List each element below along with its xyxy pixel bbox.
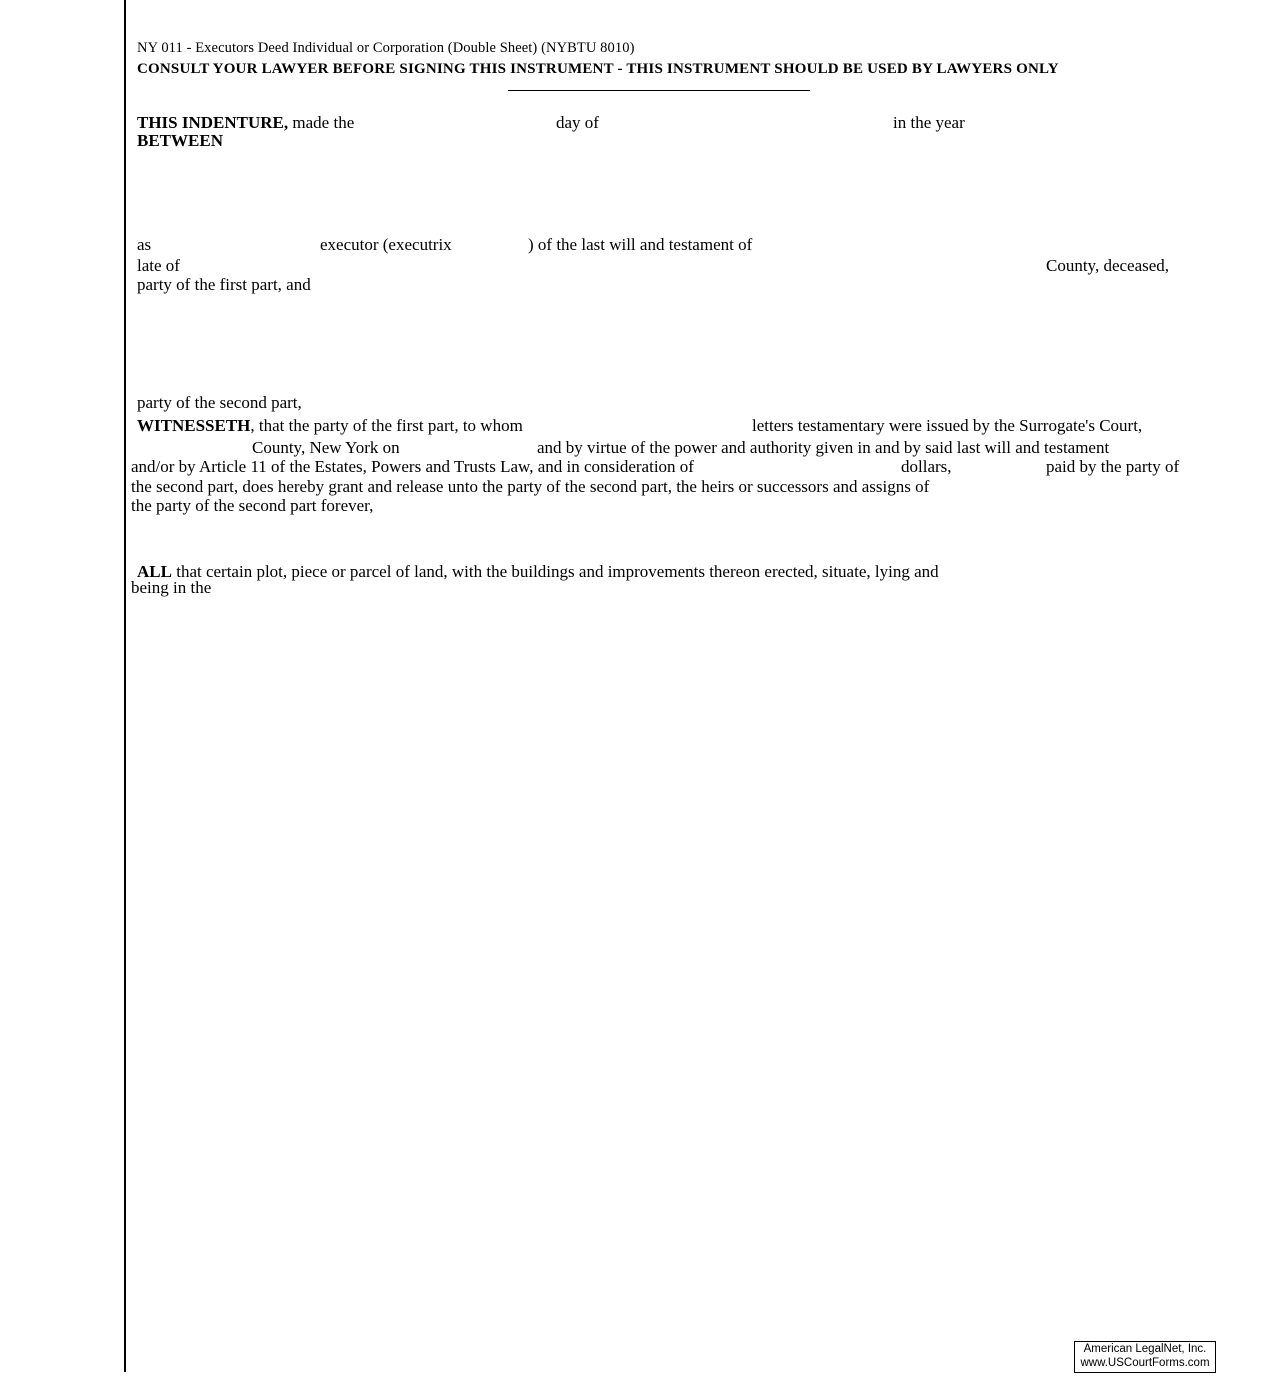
- witnesseth-clause-line1: [137, 416, 523, 436]
- witnesseth-line1-text: , that the party of the first part, to whom: [250, 416, 523, 435]
- vendor-stamp-website: www.USCourtForms.com: [1080, 1356, 1210, 1369]
- vendor-stamp: [1074, 1341, 1216, 1373]
- late-of-label: late of: [137, 256, 180, 275]
- witnesseth-letters-testamentary: letters testamentary were issued by the Surrogate's Court,: [752, 416, 1143, 435]
- witnesseth-paid-by: paid by the party of: [1046, 457, 1180, 476]
- indenture-day-of: day of: [556, 113, 599, 132]
- title-divider-rule: [508, 90, 810, 91]
- all-clause-continuation: being in the: [131, 578, 212, 597]
- form-identifier: NY 011 - Executors Deed Individual or Corporation (Double Sheet) (NYBTU 8010): [137, 40, 635, 56]
- indenture-made-the: made the: [288, 113, 355, 132]
- witnesseth-forever: the party of the second part forever,: [131, 496, 374, 515]
- witnesseth-dollars-label: dollars,: [901, 457, 952, 476]
- indenture-lead: [137, 113, 1197, 133]
- county-deceased-label: County, deceased,: [1046, 256, 1170, 275]
- all-clause-text: that certain plot, piece or parcel of land, with the buildings and improvements thereon erected, situate, lying and: [171, 562, 939, 581]
- witnesseth-article-11: and/or by Article 11 of the Estates, Powers and Trusts Law, and in consideration of: [131, 457, 694, 476]
- witnesseth-grant-release: the second part, does hereby grant and release unto the party of the second part, the heirs or successors and assigns of: [131, 477, 930, 496]
- vendor-stamp-company: American LegalNet, Inc.: [1083, 1343, 1207, 1355]
- indenture-in-the-year: in the year: [893, 113, 965, 132]
- executor-label: executor (executrix: [320, 235, 452, 254]
- witnesseth-label: WITNESSETH: [137, 416, 251, 435]
- party-of-second-part-label: party of the second part,: [137, 393, 302, 412]
- indenture-label: THIS INDENTURE,: [137, 113, 289, 132]
- consult-lawyer-notice: CONSULT YOUR LAWYER BEFORE SIGNING THIS INSTRUMENT - THIS INSTRUMENT SHOULD BE USED BY LAWYERS ONLY: [137, 61, 1059, 77]
- left-margin-rule: [124, 0, 126, 1372]
- as-label: as: [137, 235, 152, 254]
- all-clause: [137, 562, 1197, 582]
- between-label: BETWEEN: [137, 131, 223, 150]
- witnesseth-by-virtue: and by virtue of the power and authority given in and by said last will and testament: [537, 438, 1110, 457]
- executor-closing-text: ) of the last will and testament of: [528, 235, 753, 254]
- party-of-first-part-label: party of the first part, and: [137, 275, 311, 294]
- all-label: ALL: [137, 562, 172, 581]
- witnesseth-county-new-york-on: County, New York on: [252, 438, 400, 457]
